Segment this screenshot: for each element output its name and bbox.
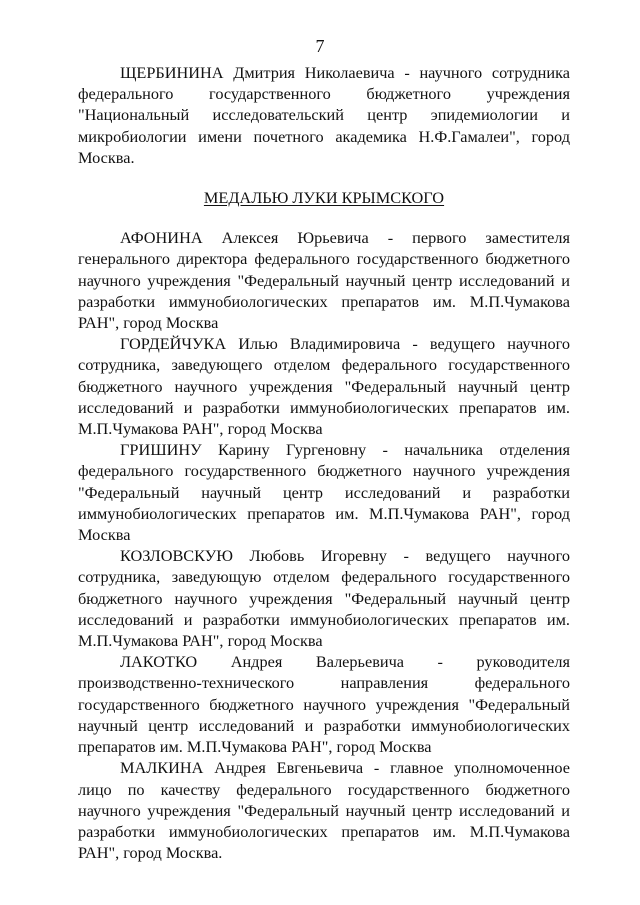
award-entry-lakotko: ЛАКОТКО Андрея Валерьевича - руководителя производственно-технического направления федерального государственного бюджетного научного учреждения "Федеральный научный центр исследований и разработки иммунобиологических препаратов им. М.П.Чумакова РАН", город Москва [78,652,570,757]
intro-paragraph: ЩЕРБИНИНА Дмитрия Николаевича - научного сотрудника федерального государственного бюджетного учреждения "Национальный исследовательский центр эпидемиологии и микробиологии имени почетного академика Н.Ф.Гамалеи", город Москва. [78,63,570,167]
document-body [78,62,570,863]
section-heading: МЕДАЛЬЮ ЛУКИ КРЫМСКОГО [203,188,445,208]
award-entry-grishina: ГРИШИНУ Карину Гургеновну - начальника отделения федерального государственного бюджетного научного учреждения "Федеральный научный центр исследований и разработки иммунобиологических препаратов им. М.П.Чумакова РАН", город Москва [78,440,570,545]
award-entry-gordeychuk: ГОРДЕЙЧУКА Илью Владимировича - ведущего научного сотрудника, заведующего отделом федерального государственного бюджетного научного учреждения "Федеральный научный центр исследований и разработки иммунобиологических препаратов им. М.П.Чумакова РАН", город Москва [78,334,570,439]
award-entry-kozlovskaya: КОЗЛОВСКУЮ Любовь Игоревну - ведущего научного сотрудника, заведующую отделом федерального государственного бюджетного научного учреждения "Федеральный научный центр исследований и разработки иммунобиологических препаратов им. М.П.Чумакова РАН", город Москва [78,546,570,651]
award-entry-malkin: МАЛКИНА Андрея Евгеньевича - главное уполномоченное лицо по качеству федерального государственного бюджетного научного учреждения "Федеральный научный центр исследований и разработки иммунобиологических препаратов им. М.П.Чумакова РАН", город Москва. [78,758,570,863]
page-number: 7 [315,36,325,56]
award-entry-afonin: АФОНИНА Алексея Юрьевича - первого заместителя генерального директора федерального государственного бюджетного научного учреждения "Федеральный научный центр исследований и разработки иммунобиологических препаратов им. М.П.Чумакова РАН", город Москва [78,228,570,333]
